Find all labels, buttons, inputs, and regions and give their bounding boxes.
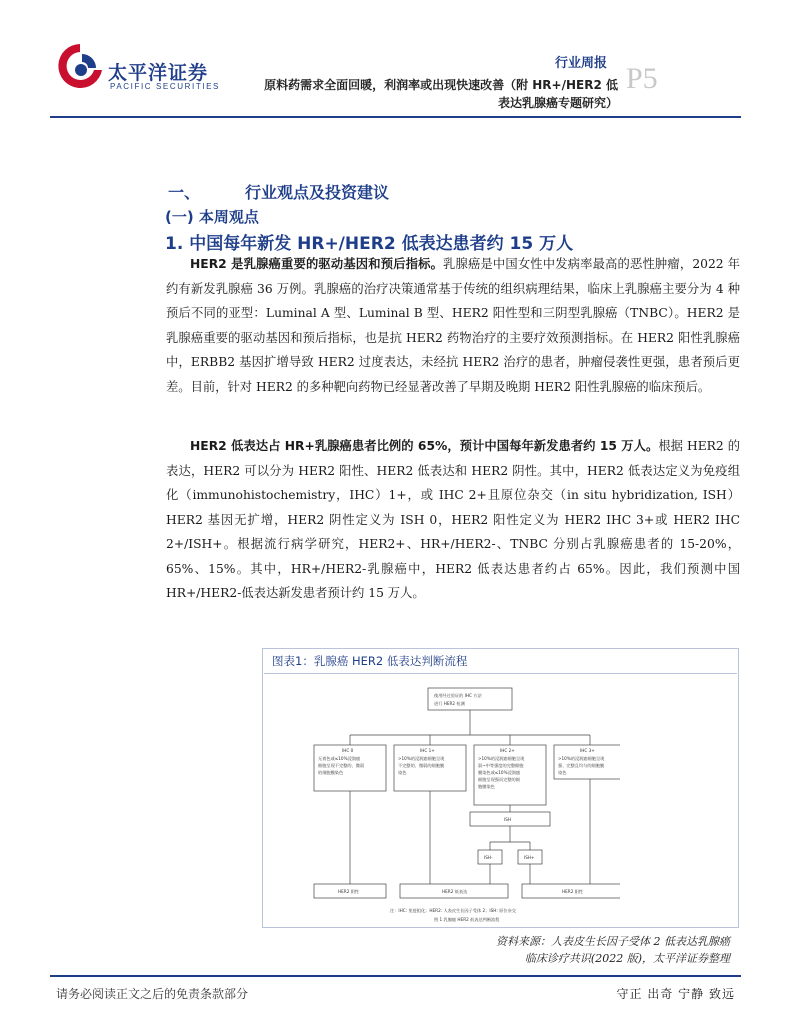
flow-col2-line-1: >10%的浸润癌细胞呈现 — [398, 756, 445, 761]
paragraph-body: 乳腺癌是中国女性中发病率最高的恶性肿瘤，2022 年约有新发乳腺癌 36 万例。乳腺癌的治疗决策通常基于传统的组织病理结果，临床上乳腺癌主要分为 4 种预后不同的亚型：Luminal A 型、Luminal B 型、HER2 阳性型和三阴型乳腺癌（TNBC）。HER2 是乳腺癌重要的驱动基因和预后指标，也是抗 HER2 药物治疗的主要疗效预测指标。在 HER2 阳性乳腺癌中，ERBB2 基因扩增导致 HER2 过度表达，未经抗 HER2 治疗的患者，肿瘤侵袭性更强，患者预后更差。目前，针对 HER2 的多种靶向药物已经显著改善了早期及晚期 HER2 阳性乳腺癌的临床预后。 — [166, 257, 740, 394]
flow-col1-head: IHC 0 — [342, 748, 354, 753]
subsection-title: (一) 本周观点 — [165, 208, 259, 226]
flow-col4-line-1: >10%的浸润癌细胞呈现 — [558, 756, 605, 761]
flow-col2-line-3: 染色 — [398, 770, 407, 775]
report-title-line-1: 原料药需求全面回暖，利润率或出现快速改善（附 HR+/HER2 低 — [264, 78, 618, 92]
flow-ish-pos: ISH+ — [524, 855, 535, 860]
flow-ish-neg: ISH- — [484, 855, 493, 860]
flow-result-negative: HER2 阴性 — [338, 889, 360, 894]
flow-col1-line-1: 无着色或≤10%浸润癌 — [318, 756, 361, 761]
flow-col1-line-2: 细胞呈现不完整的、微弱 — [318, 763, 365, 768]
brand-name-en: PACIFIC SECURITIES — [110, 82, 220, 91]
flow-note: 注：IHC: 免疫组化；HER2: 人表皮生长因子受体 2；ISH: 原位杂交 — [390, 908, 516, 913]
flow-col4-line-3: 染色 — [558, 770, 567, 775]
figure-title: 图表1：乳腺癌 HER2 低表达判断流程 — [272, 654, 468, 668]
flow-ish: ISH — [504, 817, 512, 822]
section-title: 行业观点及投资建议 — [245, 183, 390, 202]
report-title-line-2: 表达乳腺癌专题研究） — [497, 96, 618, 110]
footer-motto: 守正 出奇 宁静 致远 — [616, 987, 735, 1001]
source-line-2: 临床诊疗共识(2022 版)，太平洋证券整理 — [524, 952, 730, 965]
pacific-securities-logo-icon — [50, 40, 112, 92]
flow-col1-line-3: 的细胞膜染色 — [318, 770, 344, 775]
brand-name-cn: 太平洋证券 — [108, 62, 209, 84]
paragraph-lead: HER2 低表达占 HR+乳腺癌患者比例的 65%，预计中国每年新发患者约 15 万人。 — [190, 439, 659, 453]
report-type: 行业周报 — [554, 56, 607, 71]
flow-col3-line-5: 胞膜染色 — [478, 784, 495, 789]
figure-title-rule — [264, 673, 737, 674]
flow-col2-head: IHC 1+ — [420, 748, 435, 753]
flow-result-low: HER2 低表达 — [442, 889, 468, 894]
report-title — [238, 76, 618, 112]
flow-col4-line-2: 强、完整且均匀的细胞膜 — [558, 763, 605, 768]
her2-flowchart — [300, 680, 620, 930]
topic-heading: 1. 中国每年新发 HR+/HER2 低表达患者约 15 万人 — [165, 234, 574, 254]
section-number: 一、 — [168, 183, 201, 202]
flow-result-positive: HER2 阳性 — [562, 889, 584, 894]
flow-col3-head: IHC 2+ — [500, 748, 515, 753]
paragraph-her2-driver — [166, 252, 740, 399]
flow-col3-line-4: 细胞呈现强而完整的细 — [478, 777, 520, 782]
footer-disclaimer: 请务必阅读正文之后的免责条款部分 — [56, 987, 249, 1001]
flow-caption: 图 1 乳腺癌 HER2 低表达判断流程 — [434, 917, 500, 922]
paragraph-body: 根据 HER2 的表达，HER2 可以分为 HER2 阳性、HER2 低表达和 HER2 阴性。其中，HER2 低表达定义为免疫组化（immunohistochemistry，IHC）1+，或 IHC 2+且原位杂交（in situ hybridization, ISH）HER2 基因无扩增，HER2 阴性定义为 ISH 0，HER2 阳性定义为 HER2 IHC 3+或 HER2 IHC 2+/ISH+。根据流行病学研究，HER2+、HR+/HER2-、TNBC 分别占乳腺癌患者的 15-20%，65%、15%。其中，HR+/HER2-乳腺癌中，HER2 低表达患者约占 65%。因此，我们预测中国 HR+/HER2-低表达新发患者预计约 15 万人。 — [166, 439, 741, 600]
flow-col4-head: IHC 3+ — [580, 748, 595, 753]
paragraph-lead: HER2 是乳腺癌重要的驱动基因和预后指标。 — [190, 257, 444, 271]
page-number: P5 — [626, 62, 658, 95]
flow-top-line-2: 进行 HER2 检测 — [434, 701, 465, 706]
paragraph-her2-low — [166, 434, 740, 606]
flow-col3-line-1: >10%的浸润癌细胞呈现 — [478, 756, 525, 761]
flow-col3-line-3: 膜染色或≤10%浸润癌 — [478, 770, 521, 775]
flow-top-line-1: 使用经过验证的 IHC 方法 — [434, 693, 482, 698]
source-line-1: 资料来源：人表皮生长因子受体 2 低表达乳腺癌 — [496, 935, 730, 948]
footer-divider — [50, 975, 741, 977]
header-divider — [50, 116, 741, 118]
flow-col3-line-2: 弱~中等强度的完整细胞 — [478, 763, 524, 768]
flow-col2-line-2: 不完整的、微弱的细胞膜 — [398, 763, 445, 768]
figure-source — [470, 933, 730, 967]
